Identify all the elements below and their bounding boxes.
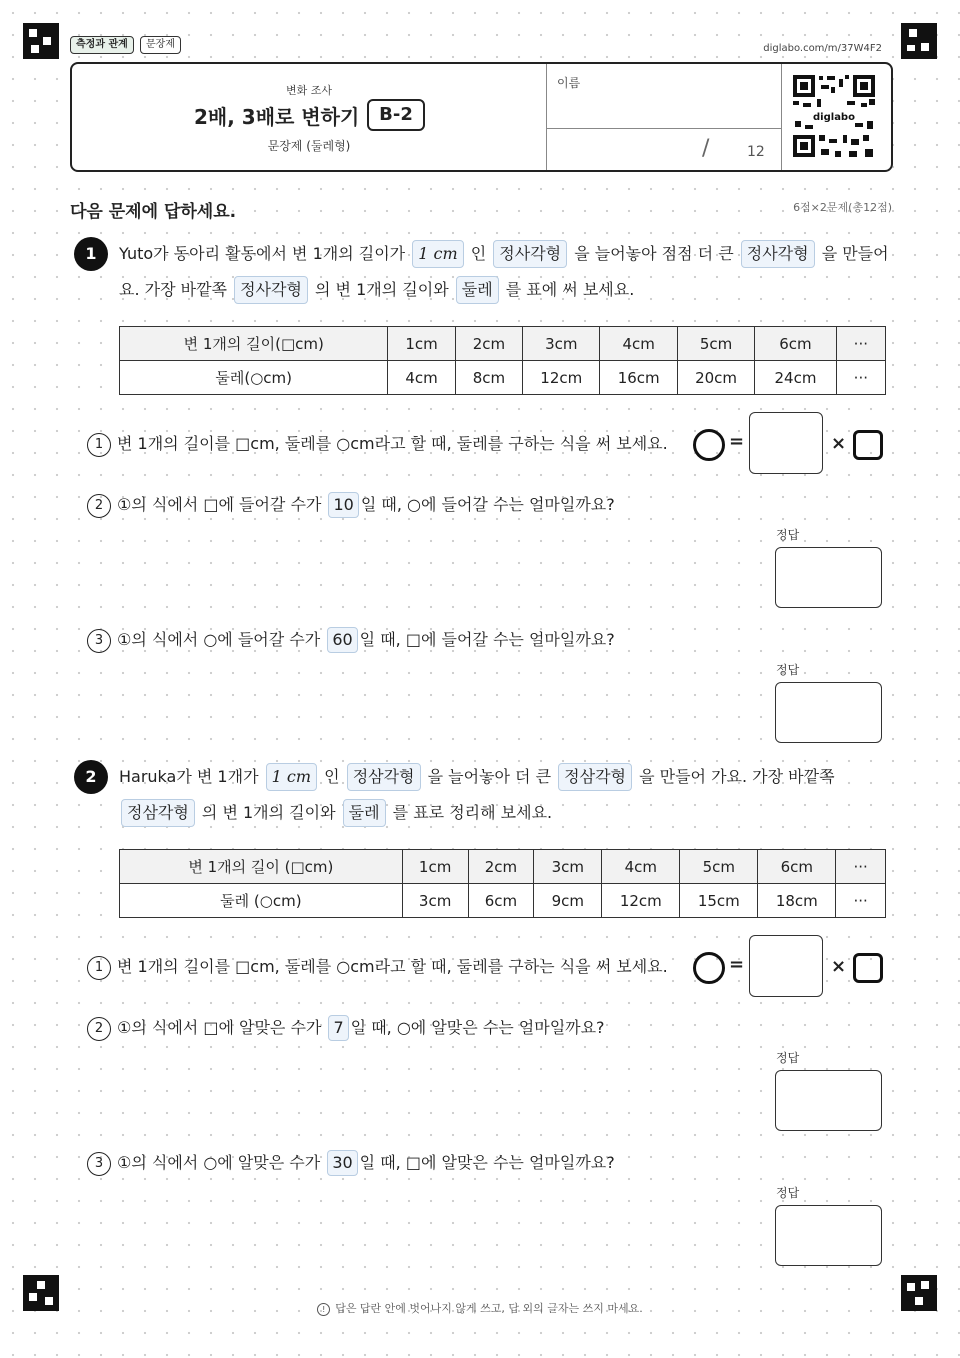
answer-label: 정답 xyxy=(776,1051,800,1065)
worksheet-category: 문장제 (둘레형) xyxy=(267,139,351,153)
question-1-number: 1 xyxy=(74,237,108,271)
question-2-text: Haruka가 변 1개가 1 cm 인 정삼각형 을 늘어놓아 더 큰 정삼각형 을 만들어 가요. 가장 바깥쪽 정삼각형 의 변 1개의 길이와 둘레 를 표로 정리해 보세요. xyxy=(119,759,889,831)
shape-highlight: 정삼각형 xyxy=(347,763,421,791)
instruction: 다음 문제에 답하세요. xyxy=(70,202,237,222)
name-label: 이름 xyxy=(557,76,581,90)
points-info: 6점×2문제(총12점) xyxy=(793,201,892,214)
q1-sub-1: 1 변 1개의 길이를 □cm, 둘레를 ○cm라고 할 때, 둘레를 구하는 식을 써 보세요. xyxy=(87,431,668,457)
shape-highlight: 정삼각형 xyxy=(558,763,632,791)
perimeter-highlight: 둘레 xyxy=(456,276,499,304)
square-blank-icon xyxy=(853,953,883,983)
worksheet-subtitle: 변화 조사 xyxy=(285,84,332,97)
q2-sub-1: 1 변 1개의 길이를 □cm, 둘레를 ○cm라고 할 때, 둘레를 구하는 식을 써 보세요. xyxy=(87,954,668,980)
question-1-text: Yuto가 동아리 활동에서 변 1개의 길이가 1 cm 인 정사각형 을 늘어놓아 점점 더 큰 정사각형 을 만들어 요. 가장 바깥쪽 정사각형 의 변 1개의 길이와 둘레 를 표에 써 보세요. xyxy=(119,236,889,308)
question-2-number: 2 xyxy=(74,760,108,794)
q2-3-answer-box[interactable] xyxy=(775,1205,882,1266)
q1-formula-answer-box[interactable] xyxy=(749,412,823,474)
q1-sub-3: 3 ①의 식에서 ○에 들어갈 수가 60 일 때, □에 들어갈 수는 얼마일까요? xyxy=(87,627,615,653)
name-score-area xyxy=(546,64,782,170)
question-2-table: 변 1개의 길이 (□cm) 1cm 2cm 3cm 4cm 5cm 6cm ··· 둘레 (○cm) 3cm 6cm 9cm 12cm 15cm 18cm ··· xyxy=(119,849,886,918)
q2-formula-answer-box[interactable] xyxy=(749,935,823,997)
shape-highlight: 정사각형 xyxy=(741,240,815,268)
shape-highlight: 정사각형 xyxy=(493,240,567,268)
corner-marker-top-left xyxy=(23,23,59,59)
circle-blank-icon xyxy=(693,952,725,984)
answer-label: 정답 xyxy=(776,528,800,542)
qr-label: diglabo xyxy=(813,112,855,123)
q2-sub-2: 2 ①의 식에서 □에 알맞은 수가 7 일 때, ○에 알맞은 수는 얼마일까요? xyxy=(87,1015,605,1041)
unit-highlight: 1 cm xyxy=(266,763,317,791)
source-url: diglabo.com/m/37W4F2 xyxy=(763,43,882,54)
q1-sub-2: 2 ①의 식에서 □에 들어갈 수가 10 일 때, ○에 들어갈 수는 얼마일까요? xyxy=(87,492,615,518)
footer-note: ! 답은 답란 안에 벗어나지 않게 쓰고, 답 외의 글자는 쓰지 마세요. xyxy=(0,1300,960,1316)
perimeter-highlight: 둘레 xyxy=(343,799,386,827)
worksheet-title: 2배, 3배로 변하기 xyxy=(194,105,360,129)
q2-2-answer-box[interactable] xyxy=(775,1070,882,1131)
worksheet-header xyxy=(70,62,893,172)
times-sign: × xyxy=(831,956,847,977)
shape-highlight: 정삼각형 xyxy=(121,799,195,827)
qr-code-icon xyxy=(791,73,877,159)
q1-2-answer-box[interactable] xyxy=(775,547,882,608)
times-sign: × xyxy=(831,433,847,454)
unit-highlight: 1 cm xyxy=(412,240,463,268)
category-tag: 측정과 관계 xyxy=(70,36,134,54)
type-tag: 문장제 xyxy=(140,36,181,54)
answer-label: 정답 xyxy=(776,1186,800,1200)
q2-sub-3: 3 ①의 식에서 ○에 알맞은 수가 30 일 때, □에 알맞은 수는 얼마일까요? xyxy=(87,1150,615,1176)
equals-sign: = xyxy=(729,431,745,452)
worksheet-code-badge: B-2 xyxy=(367,99,425,131)
table-header-side: 변 1개의 길이(□cm) xyxy=(120,327,388,361)
question-1-table: 변 1개의 길이(□cm) 1cm 2cm 3cm 4cm 5cm 6cm ··· 둘레(○cm) 4cm 8cm 12cm 16cm 20cm 24cm ··· xyxy=(119,326,886,395)
q1-3-answer-box[interactable] xyxy=(775,682,882,743)
circle-blank-icon xyxy=(693,429,725,461)
answer-label: 정답 xyxy=(776,663,800,677)
equals-sign: = xyxy=(729,954,745,975)
table-header-perimeter: 둘레(○cm) xyxy=(120,361,388,395)
square-blank-icon xyxy=(853,430,883,460)
corner-marker-top-right xyxy=(901,23,937,59)
warning-icon: ! xyxy=(317,1303,330,1316)
table-header-perimeter: 둘레 (○cm) xyxy=(120,884,403,918)
score-slash: / xyxy=(702,136,710,161)
shape-highlight: 정사각형 xyxy=(234,276,308,304)
score-total: 12 xyxy=(747,144,765,160)
table-header-side: 변 1개의 길이 (□cm) xyxy=(120,850,403,884)
